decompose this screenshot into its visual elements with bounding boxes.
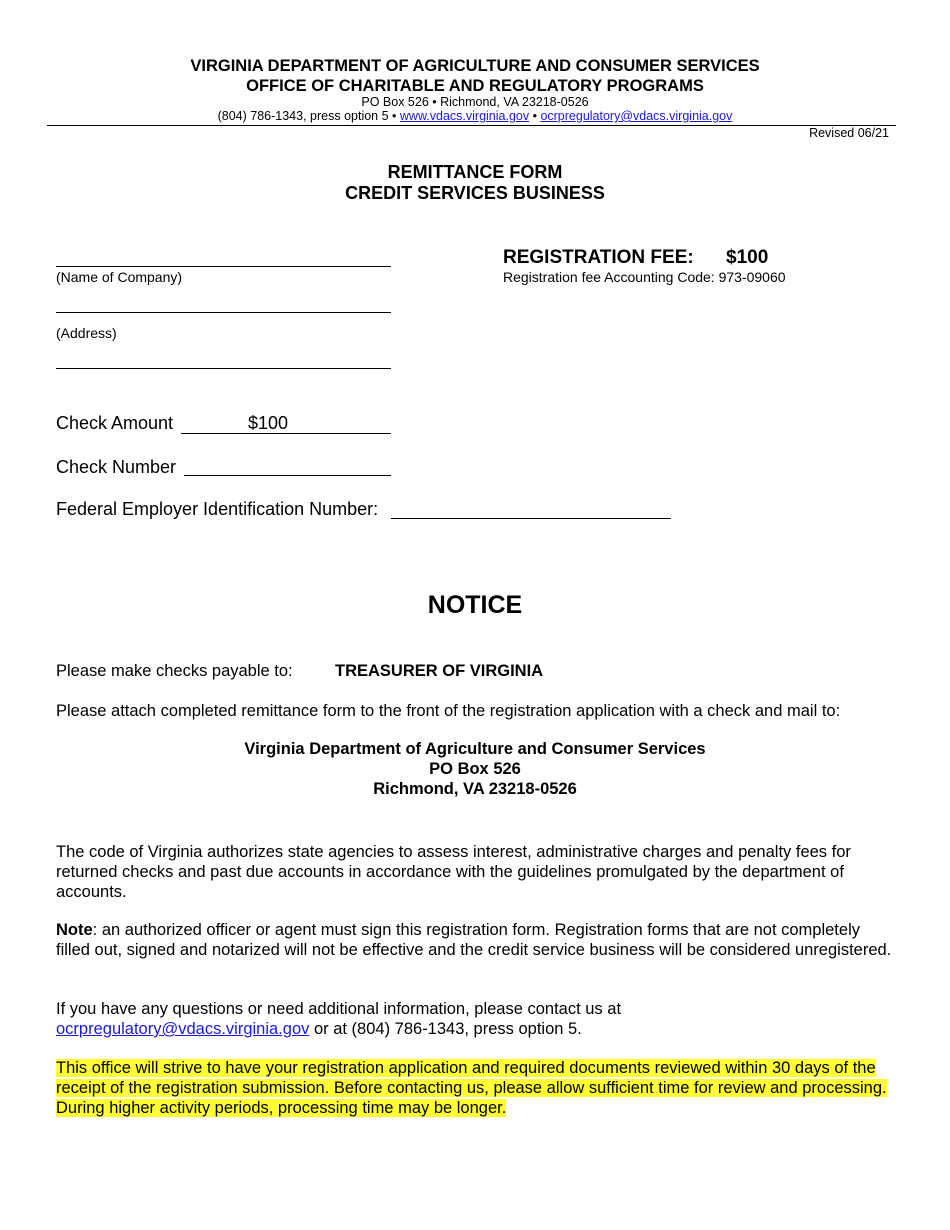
address-line-2[interactable] — [56, 368, 391, 369]
mail-address-line-3: Richmond, VA 23218-0526 — [373, 780, 577, 798]
review-time-highlight: This office will strive to have your registration application and required documents reviewed within 30 days of the receipt of the registration submission. Before contacting us, please allow sufficient time for review and processing. During higher activity periods, processing time may be longer. — [56, 1059, 887, 1117]
fein-label: Federal Employer Identification Number: — [56, 499, 379, 519]
fee-label: REGISTRATION FEE: — [503, 247, 694, 268]
note-text: : an authorized officer or agent must sign this registration form. Registration forms that are not completely filled out, signed and notarized will not be effective and the credit service business will be considered unregistered. — [56, 921, 892, 959]
website-link[interactable]: www.vdacs.virginia.gov — [399, 109, 530, 123]
fein-line[interactable] — [391, 518, 671, 519]
review-time-paragraph — [56, 1058, 896, 1118]
payable-label: Please make checks payable to: — [56, 662, 293, 680]
notice-title: NOTICE — [427, 591, 523, 619]
phone-text: (804) 786-1343, press option 5 • — [217, 109, 400, 123]
check-amount-line[interactable] — [181, 433, 391, 434]
fee-amount: $100 — [726, 247, 769, 268]
payable-to: TREASURER OF VIRGINIA — [335, 662, 544, 680]
check-number-line[interactable] — [184, 475, 391, 476]
office-name: OFFICE OF CHARITABLE AND REGULATORY PROGRAMS — [246, 77, 704, 95]
check-number-label: Check Number — [56, 457, 177, 477]
contact-line — [0, 109, 950, 124]
contact-paragraph — [56, 999, 896, 1039]
check-amount-value: $100 — [248, 413, 289, 433]
attach-instructions: Please attach completed remittance form to the front of the registration application with a check and mail to: — [56, 702, 841, 720]
email-link[interactable]: ocrpregulatory@vdacs.virginia.gov — [540, 109, 733, 123]
contact-text: If you have any questions or need additional information, please contact us at — [56, 1000, 622, 1018]
mail-address-line-2: PO Box 526 — [429, 760, 521, 778]
contact-email-link[interactable]: ocrpregulatory@vdacs.virginia.gov — [56, 1020, 310, 1038]
form-title: REMITTANCE FORM — [387, 162, 563, 182]
note-paragraph — [56, 920, 896, 960]
mail-address-line-1: Virginia Department of Agriculture and Consumer Services — [244, 740, 706, 758]
contact-phone-text: or at (804) 786-1343, press option 5. — [309, 1020, 582, 1038]
fee-accounting-code: Registration fee Accounting Code: 973-09060 — [503, 269, 786, 285]
form-subtitle: CREDIT SERVICES BUSINESS — [345, 183, 605, 203]
company-name-label: (Name of Company) — [56, 269, 183, 285]
address-line-1[interactable] — [56, 312, 391, 313]
separator: • — [529, 109, 541, 123]
company-name-line[interactable] — [56, 266, 391, 267]
revised-date: Revised 06/21 — [809, 126, 889, 140]
mailing-address: PO Box 526 • Richmond, VA 23218-0526 — [361, 95, 589, 109]
code-of-virginia-paragraph: The code of Virginia authorizes state agencies to assess interest, administrative charges and penalty fees for returned checks and past due accounts in accordance with the guidelines promulgated by the department of accounts. — [56, 843, 851, 901]
note-label: Note — [56, 921, 93, 939]
check-amount-label: Check Amount — [56, 413, 174, 433]
header-rule — [47, 125, 896, 126]
address-label: (Address) — [56, 325, 117, 341]
agency-name: VIRGINIA DEPARTMENT OF AGRICULTURE AND CONSUMER SERVICES — [190, 57, 760, 75]
